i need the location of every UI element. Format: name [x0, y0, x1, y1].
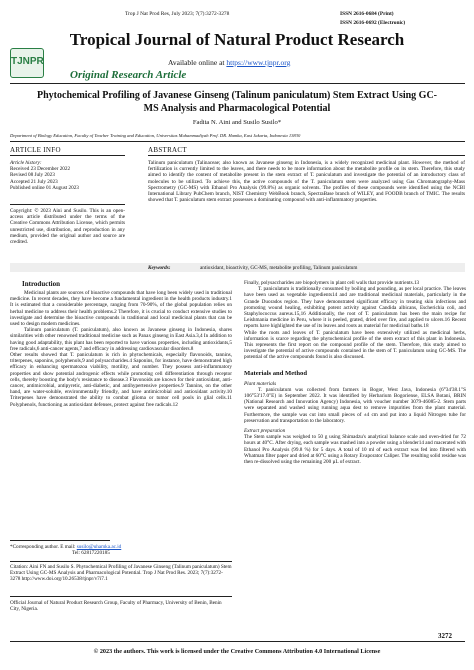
accepted-date: Accepted 21 July 2023 [10, 178, 58, 185]
available-prefix: Available online at [168, 58, 227, 67]
authors: Fadita N. Aini and Susilo Susilo* [192, 119, 282, 126]
intro-paragraph-3: Other results showed that T. paniculatum is rich in phytochemicals, especially flavonoids, tannins, triterpenes, saponins, polyphenols,9 and polysaccharides.4 Saponins, for instance, have demonstrated high efficacy in enhancing spermatozoa viability, motility, and number. They possess anti-inflammatory properties and show potential androgenic effects while promoting cell differentiation through receptor cells, thereby boosting the body's resistance to disease.3 Flavonoids are known for their antioxidant, anti-cancer, antimicrobial, antipyretic, anti-diabetic, and antihypertensive properties.9 Tannins, on the other hand, are water-soluble, environmentally friendly, and have antimicrobial and antioxidant activity.10 Triterpenes have demonstrated the ability to combat glioma or tumor cell pools in glial cells.11 Polyphenols, functioning as antioxidant defenses, protect against free radicals.12 [10, 352, 232, 408]
introduction-heading: Introduction [22, 280, 60, 288]
right-paragraph-1: Finally, polysaccharides are biopolymers in plant cell walls that provide nutrients.13 [244, 280, 420, 286]
introduction-body [10, 290, 232, 408]
right-paragraph-2: T. paniculatum is traditionally consumed by boiling and pounding, as per local practice. The leaves have been used as vegetable ingredients14 and are traditional medicinal materials, particularly in the Grande Duorados region. They have demonstrated significant efficacy in treating skin infections and promoting wound healing, exhibiting potent activity against Candida albicans, Escherichia coli, and Staphylococcus aureus.15,16 Additionally, the root of T. paniculatum has been the main recipe for Leishmania medicine in Peru, where it is peeled, grated, dried over fire, and applied to ulcers.16 Recent reports have highlighted the use of its leaves and roots as material for medicinal baths.18 [244, 286, 466, 330]
keywords-bar [10, 263, 465, 272]
article-info-rule [10, 155, 125, 156]
keywords: antioxidant, bioactivity, GC-MS, metabolite profiling, Talinum paniculatum [200, 264, 358, 271]
banner-rule [10, 83, 465, 84]
article-type: Original Research Article [70, 69, 187, 81]
abstract-heading: ABSTRACT [148, 146, 187, 154]
logo-text: TJNPR [11, 56, 44, 67]
citation-rule-bottom [10, 596, 232, 597]
published-date: Published online 01 August 2023 [10, 184, 79, 191]
journal-name: Tropical Journal of Natural Product Research [69, 30, 405, 49]
received-date: Received 23 December 2022 [10, 166, 71, 173]
abstract-rule [148, 155, 465, 156]
extract-preparation-text: The Stem sample was weighed to 50 g using Shimadzu's analytical balance scale and oven-dried for 72 hours at 40°C. After drying, each sample was mashed into a powder using a blender14 and macerated with Ethanol Pro Analysis (99.8 %) for 5 days. A total of 10 ml of each extract was fed into filtered with Whatman filter paper and dried at 60°C using a Rotary Evaporator Caliper. The resulting solid residue was then re-dissolved using the remaining 200 µL of extract. [244, 434, 466, 466]
page-number: 3272 [438, 632, 452, 640]
affiliation: Department of Biology Education, Faculty of Teacher Training and Education, Universitas Muhammadiyah Prof. DR. Hamka, East Jakarta, Indonesia 13830 [10, 133, 301, 138]
availability-line [168, 58, 290, 67]
keywords-label: Keywords: [148, 264, 171, 271]
running-citation: Trop J Nat Prod Res, July 2023; 7(7):3272-3278 [125, 11, 230, 17]
official-journal-note: Official Journal of Natural Product Research Group, Faculty of Pharmacy, University of Benin, Benin City, Nigeria. [10, 600, 222, 613]
citation-rule-top [10, 561, 232, 562]
license-footer: © 2023 the authors. This work is licensed under the Creative Commons Attribution 4.0 International License [93, 648, 381, 655]
revised-date: Revised 08 July 2023 [10, 172, 55, 179]
affiliation-rule [10, 141, 465, 142]
history-rule [10, 204, 125, 205]
telephone: Tel: 62817220185 [72, 550, 110, 557]
footnote-rule [10, 540, 110, 541]
corresponding-author [10, 544, 232, 556]
issn-print: ISSN 2616-0684 (Print) [340, 11, 394, 17]
intro-paragraph-2: Talinum paniculatum (T. paniculatum), also known as Javanese ginseng in Indonesia, shares similarities with other renowned traditional medicine such as Panax ginseng in East Asia.3,4 In addition to having good adaptability, this plant has been reported to have various properties, including antioxidants,5 free radicals,6 anti-cancer agents,7 and efficacy in addressing cardiovascular disorders.8 [10, 327, 232, 352]
abstract-text: Talinum paniculatum (Talinaceae; also known as Javanese ginseng in Indonesia, is a widely recognized medicinal plant. However, the method of fertilization is currently limited to the leaves, and there needs to be more information about the metabolite profile on its stem. Therefore, this study aimed to identify the content of metabolite present in the stem extract of T. paniculatum and investigate the potential of an introductory class of molecules to be utilized. To achieve this, the active compounds of the T. paniculatum stem were analyzed using Gas Chromatography-Mass Spectrometry (GC-MS) with Ethanol Pro Analysis (99.8%) as organic solvents. The profiles of these compounds were identified using the NCBI International Library PubChem branch, NIST Chemistry WebBook branch, SpectraBase branch of WILEY, and FOODB branch of TMIC. The results showed that T. paniculatum stem extract possesses a dominating compound with anti-inflammatory properties. [148, 160, 465, 204]
plant-materials-text: T. paniculatum was collected from farmers in Bogor, West Java, Indonesia (6°34'38.1"S 106°53'17.0"E) in September 2022. It was identified by Herbarium Bogoriense, ELSA Botani, BRIN (National Research and Innovation Agency) Indonesia, with voucher number 3079-46085-2. Stem parts were separated and washed using running aqua dest to remove impurities from the plant material. Furthermore, the sample was cut into small pieces of ±4 cm and put into a liquid Nitrogen tube for preservation and transportation to the laboratory. [244, 386, 466, 424]
article-title: Phytochemical Profiling of Javanese Ginseng (Talinum paniculatum) Stem Extract Using GC-MS Analysis and Pharmacological Potential [37, 90, 437, 114]
article-history [10, 160, 125, 191]
email-link[interactable]: susilo@uhamka.ac.id [76, 544, 122, 550]
citation-block: Citation: Aini FN and Susilo S. Phytochemical Profiling of Javanese Ginseng (Talinum paniculatum) Stem Extract Using GC-MS Analysis and Pharmacological Potential. Trop J Nat Prod Res. 2023; 7(7):3272-3278 http://www.doi.org/10.26538/tjnpr/v7i7.1 [10, 564, 232, 583]
history-label: Article history: [10, 160, 42, 166]
article-info-heading: ARTICLE INFO [10, 146, 61, 154]
footer-rule [10, 641, 465, 642]
journal-url-link[interactable]: https://www.tjnpr.org [226, 58, 291, 67]
plant-materials-heading: Plant materials [244, 380, 277, 387]
copyright-notice: Copyright: © 2023 Aini and Susilo. This is an open-access article distributed under the terms of the Creative Commons Attribution License, which permits unrestricted use, distribution, and reproduction in any medium, provided the original author and source are credited. [10, 208, 125, 246]
intro-paragraph-1: Medicinal plants are sources of bioactive compounds that have long been widely used in traditional medicine. In recent decades, they have become a fundamental ingredient in the health products industry.1 It is estimated that a considerable percentage, ranging from 70-90%, of the global population relies on herbal medicine to address their health problems.2 Therefore, it is crucial to conduct extensive studies to investigate and determine the bioactive compounds in traditional and local medicinal plants that can be used to design modern medicines. [10, 290, 232, 328]
right-column-body [244, 280, 466, 465]
corresponding-label: *Corresponding author. E mail: [10, 544, 77, 550]
extract-preparation-heading: Extract preparation [244, 428, 286, 435]
methods-heading: Materials and Method [244, 369, 308, 377]
issn-electronic: ISSN 2616-0692 (Electronic) [340, 20, 406, 26]
journal-logo [10, 48, 44, 78]
right-paragraph-3: While the roots and leaves of T. paniculatum have been extensively utilized as medicinal herbs, information is scarce regarding the phytochemical profile of the stem extract of this plant in Indonesia. This represents the first report on the compound profile of the stem. Therefore, this study aimed to investigate the potential of active compounds contained in the stem of T. paniculatum using GC-MS. The potential of the active compounds found is also discussed. [244, 329, 466, 361]
